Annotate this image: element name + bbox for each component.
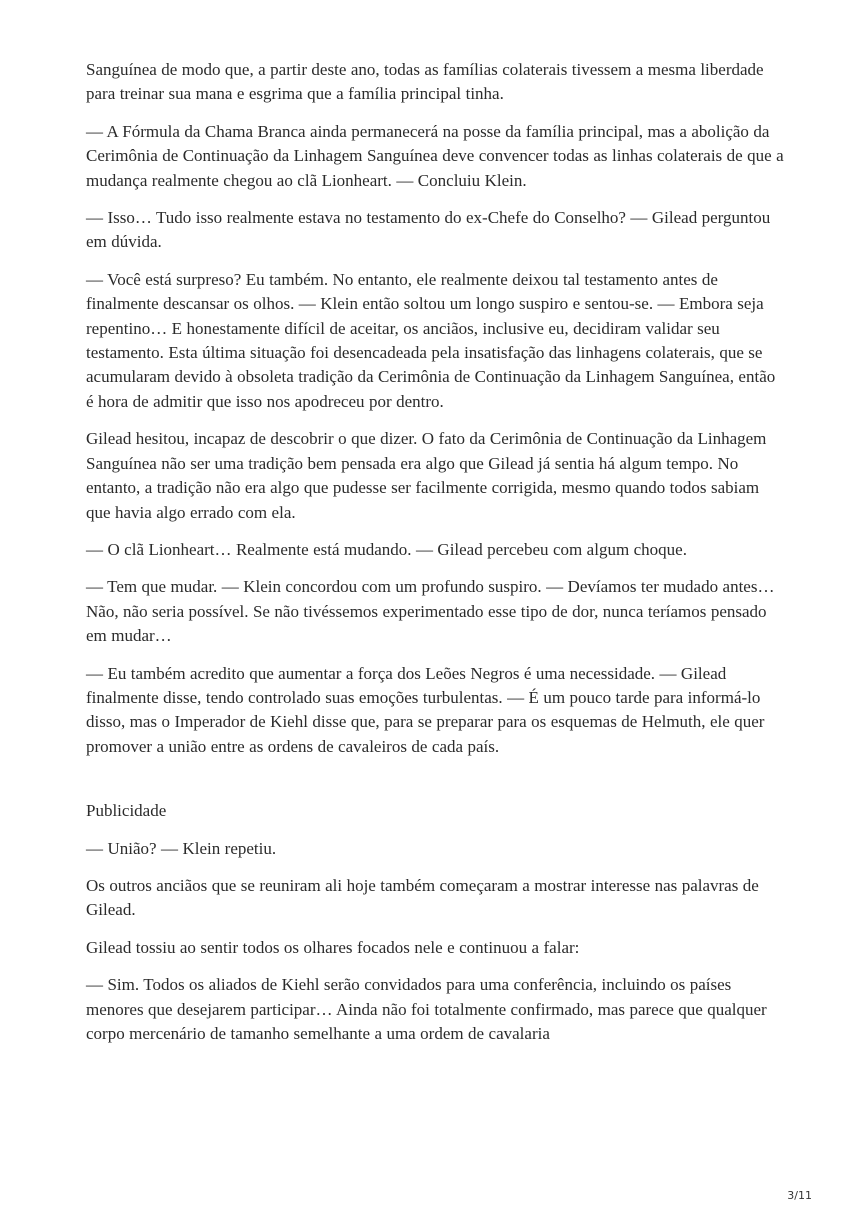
paragraph: — O clã Lionheart… Realmente está mudando. — Gilead percebeu com algum choque. bbox=[86, 539, 687, 559]
paragraph: — Sim. Todos os aliados de Kiehl serão convidados para uma conferência, incluindo os países menores que desejarem participar… Ainda não foi totalmente confirmado, mas parece que qualquer corpo mercenário de tamanho semelhante a uma ordem de cavalaria bbox=[86, 975, 767, 1043]
paragraph: — Você está surpreso? Eu também. No entanto, ele realmente deixou tal testamento antes de finalmente descansar os olhos. — Klein então soltou um longo suspiro e sentou-se. — Embora seja repentino… E honestamente difícil de aceitar, os anciãos, inclusive eu, decidiram validar seu testamento. Esta última situação foi desencadeada pela insatisfação das linhagens colaterais, que se acumularam devido à obsoleta tradição da Cerimônia de Continuação da Linhagem Sanguínea, então é hora de admitir que isso nos apodreceu por dentro. bbox=[86, 269, 776, 411]
paragraph: Os outros anciãos que se reuniram ali hoje também começaram a mostrar interesse nas palavras de Gilead. bbox=[86, 875, 759, 920]
paragraph: — Tem que mudar. — Klein concordou com um profundo suspiro. — Devíamos ter mudado antes… Não, não seria possível. Se não tivéssemos experimentado esse tipo de dor, nunca teríamos pensado em mudar… bbox=[86, 577, 775, 646]
paragraph: Sanguínea de modo que, a partir deste ano, todas as famílias colaterais tivessem a mesma liberdade para treinar sua mana e esgrima que a família principal tinha. bbox=[86, 60, 764, 104]
paragraph: Gilead tossiu ao sentir todos os olhares focados nele e continuou a falar: bbox=[86, 937, 580, 957]
document-body bbox=[86, 58, 786, 1059]
paragraph: — A Fórmula da Chama Branca ainda permanecerá na posse da família principal, mas a abolição da Cerimônia de Continuação da Linhagem Sanguínea deve convencer todas as linhas colaterais de que a mudança realmente chegou ao clã Lionheart. — Concluiu Klein. bbox=[86, 121, 784, 190]
paragraph: Gilead hesitou, incapaz de descobrir o que dizer. O fato da Cerimônia de Continuação da Linhagem Sanguínea não ser uma tradição bem pensada era algo que Gilead já sentia há algum tempo. No entanto, a tradição não era algo que pudesse ser facilmente corrigida, mesmo quando todos sabiam que havia algo errado com ela. bbox=[86, 429, 767, 522]
advertisement-label: Publicidade bbox=[86, 801, 167, 821]
page-number: 3/11 bbox=[787, 1189, 812, 1202]
paragraph: — Isso… Tudo isso realmente estava no testamento do ex-Chefe do Conselho? — Gilead perguntou em dúvida. bbox=[86, 208, 771, 252]
paragraph: — União? — Klein repetiu. bbox=[86, 838, 277, 858]
paragraph: — Eu também acredito que aumentar a força dos Leões Negros é uma necessidade. — Gilead finalmente disse, tendo controlado suas emoções turbulentas. — É um pouco tarde para informá-lo disso, mas o Imperador de Kiehl disse que, para se preparar para os esquemas de Helmuth, ele quer promover a união entre as ordens de cavaleiros de cada país. bbox=[86, 663, 765, 756]
